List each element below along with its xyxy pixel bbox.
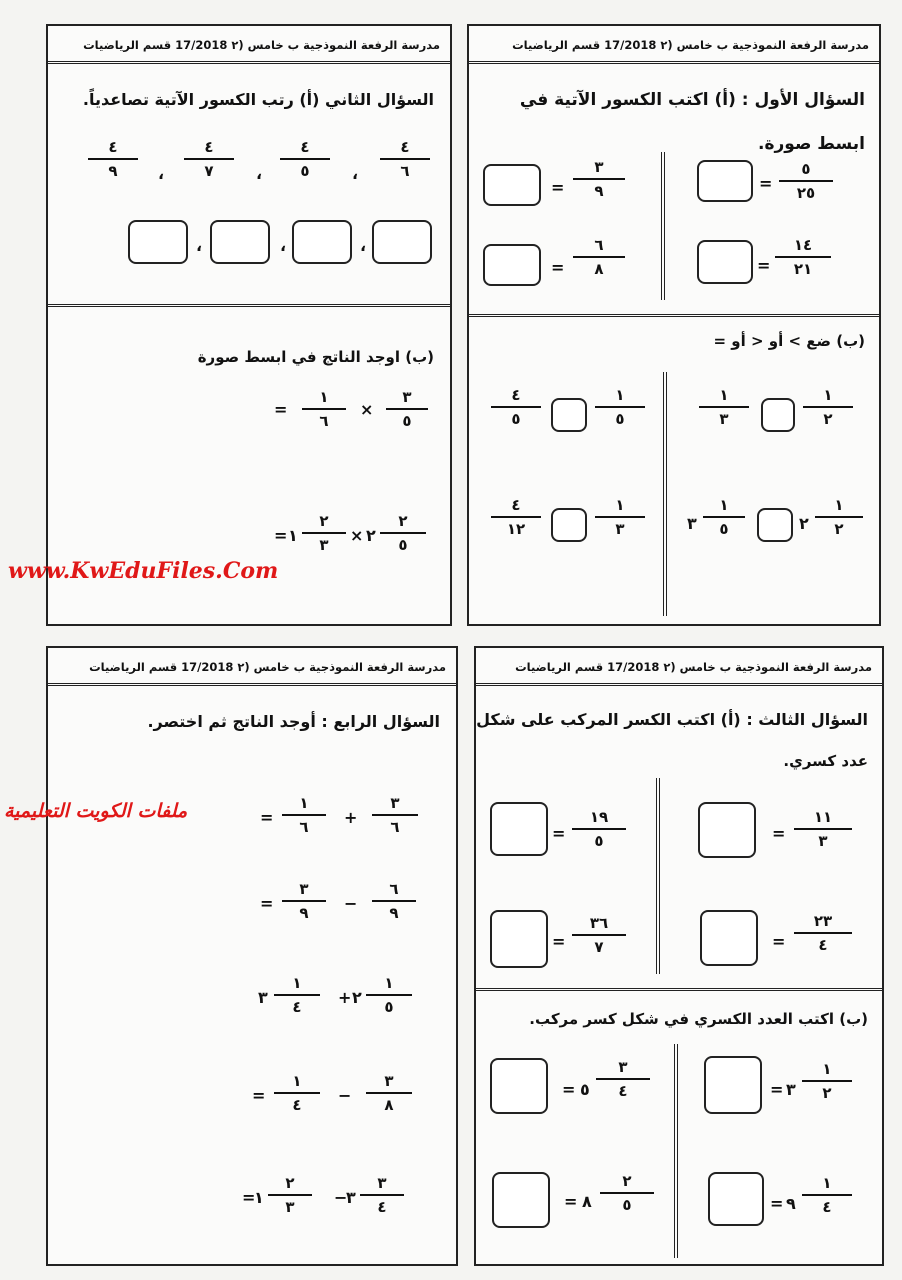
fraction: ١ ٣ — [699, 386, 749, 428]
fraction: ١ ٤ — [802, 1174, 852, 1216]
whole-number: ٥ — [580, 1080, 590, 1099]
sheet-header: مدرسة الرفعة النموذجية ب خامس (٢ 17/2018 قسم الرياضيات — [469, 26, 879, 64]
equals-sign: = — [552, 824, 566, 843]
fraction: ٣ ٩ — [573, 158, 625, 200]
equals-sign: = — [770, 1194, 784, 1213]
whole-number: ٣ — [786, 1080, 796, 1099]
fraction: ٣ ٤ — [360, 1174, 404, 1216]
fraction: ٦ ٩ — [372, 880, 416, 922]
whole-number: ٢ — [366, 526, 376, 545]
watermark-arabic: ملفات الكويت التعليمية — [4, 800, 188, 822]
fraction: ١٩ ٥ — [572, 808, 626, 850]
fraction: ١ ٢ — [802, 1060, 852, 1102]
order-box[interactable] — [128, 220, 188, 264]
equals-sign: = — [757, 256, 771, 275]
fraction: ١٤ ٢١ — [775, 236, 831, 278]
fraction: ٦ ٨ — [573, 236, 625, 278]
section-divider — [48, 304, 450, 307]
equals-sign: = — [274, 400, 288, 419]
fraction: ٣ ٨ — [366, 1072, 412, 1114]
answer-box[interactable] — [490, 802, 548, 856]
equals-sign: = — [551, 178, 565, 197]
q3-title-line2: عدد كسري. — [783, 752, 868, 770]
fraction: ١١ ٣ — [794, 808, 852, 850]
equals-sign: = — [242, 1188, 256, 1207]
answer-box[interactable] — [483, 244, 541, 286]
answer-box[interactable] — [490, 1058, 548, 1114]
whole-number: ٣ — [687, 514, 697, 533]
whole-number: ١ — [288, 526, 298, 545]
sheet-header: مدرسة الرفعة النموذجية ب خامس (٢ 17/2018 قسم الرياضيات — [48, 26, 450, 64]
worksheet-q3 — [474, 646, 884, 1266]
divider-vertical — [674, 1044, 678, 1258]
fraction: ٣ ٦ — [372, 794, 418, 836]
fraction: ٢ ٣ — [302, 512, 346, 554]
whole-number: ١ — [254, 1188, 264, 1207]
equals-sign: = — [551, 258, 565, 277]
fraction: ٤ ٦ — [380, 138, 430, 180]
sheet-header: مدرسة الرفعة النموذجية ب خامس (٢ 17/2018 قسم الرياضيات — [476, 648, 882, 686]
fraction: ٥ ٢٥ — [779, 160, 833, 202]
whole-number: ٨ — [582, 1192, 592, 1211]
fraction: ١ ٥ — [595, 386, 645, 428]
answer-box[interactable] — [708, 1172, 764, 1226]
equals-sign: = — [552, 932, 566, 951]
q2-title: السؤال الثاني (أ) رتب الكسور الآتية تصاعدياً. — [82, 90, 434, 109]
fraction: ٢ ٥ — [600, 1172, 654, 1214]
q1-title-line1: السؤال الأول : (أ) اكتب الكسور الآتية في — [519, 90, 865, 110]
equals-sign: = — [562, 1080, 576, 1099]
answer-box[interactable] — [490, 910, 548, 968]
minus-sign: − — [338, 1086, 352, 1105]
whole-number: ٣ — [258, 988, 268, 1007]
divider-vertical — [656, 778, 660, 974]
answer-box[interactable] — [698, 802, 756, 858]
equals-sign: = — [260, 894, 274, 913]
worksheet-q2 — [46, 24, 452, 626]
fraction: ٢ ٥ — [380, 512, 426, 554]
fraction: ٤ ١٢ — [491, 496, 541, 538]
comma: ، — [352, 164, 359, 183]
whole-number: ٩ — [786, 1194, 796, 1213]
minus-sign: − — [334, 1188, 348, 1207]
equals-sign: = — [759, 174, 773, 193]
minus-sign: − — [344, 894, 358, 913]
fraction: ٣ ٥ — [386, 388, 428, 430]
fraction: ٤ ٥ — [491, 386, 541, 428]
plus-sign: + — [344, 808, 358, 827]
fraction: ١ ٢ — [803, 386, 853, 428]
fraction: ٣ ٤ — [596, 1058, 650, 1100]
section-divider — [469, 314, 879, 317]
equals-sign: = — [772, 932, 786, 951]
fraction: ٤ ٩ — [88, 138, 138, 180]
comma: ، — [256, 164, 263, 183]
answer-box[interactable] — [697, 240, 753, 284]
answer-box[interactable] — [700, 910, 758, 966]
answer-box[interactable] — [697, 160, 753, 202]
sheet-header: مدرسة الرفعة النموذجية ب خامس (٢ 17/2018 قسم الرياضيات — [48, 648, 456, 686]
divider-vertical — [661, 152, 665, 300]
order-box[interactable] — [292, 220, 352, 264]
fraction: ١ ٤ — [274, 1072, 320, 1114]
fraction: ٢٣ ٤ — [794, 912, 852, 954]
q3-title-line1: السؤال الثالث : (أ) اكتب الكسر المركب على شكل — [476, 710, 868, 729]
equals-sign: = — [252, 1086, 266, 1105]
fraction: ١ ٤ — [274, 974, 320, 1016]
q2-b-title: (ب) اوجد الناتج في ابسط صورة — [197, 348, 434, 366]
comma: ، — [280, 236, 287, 255]
answer-box[interactable] — [483, 164, 541, 206]
divider-vertical — [663, 372, 667, 616]
multiply-sign: × — [360, 400, 374, 419]
fraction: ١ ٣ — [595, 496, 645, 538]
compare-box[interactable] — [757, 508, 793, 542]
multiply-sign: × — [350, 526, 364, 545]
fraction: ٤ ٧ — [184, 138, 234, 180]
q1-title-line2: ابسط صورة. — [758, 134, 865, 154]
plus-sign: + — [338, 988, 352, 1007]
fraction: ١ ٥ — [703, 496, 745, 538]
compare-box[interactable] — [761, 398, 795, 432]
fraction: ٢ ٣ — [268, 1174, 312, 1216]
fraction: ٣ ٩ — [282, 880, 326, 922]
comma: ، — [196, 236, 203, 255]
whole-number: ٢ — [352, 988, 362, 1007]
fraction: ٤ ٥ — [280, 138, 330, 180]
fraction: ١ ٦ — [282, 794, 326, 836]
worksheet-q1 — [467, 24, 881, 626]
q3-b-title: (ب) اكتب العدد الكسري في شكل كسر مركب. — [529, 1010, 868, 1028]
q4-title: السؤال الرابع : أوجد الناتج ثم اختصر. — [147, 712, 440, 731]
fraction: ٣٦ ٧ — [572, 914, 626, 956]
fraction: ١ ٥ — [366, 974, 412, 1016]
fraction: ١ ٢ — [815, 496, 863, 538]
whole-number: ٣ — [346, 1188, 356, 1207]
comma: ، — [360, 236, 367, 255]
comma: ، — [158, 164, 165, 183]
equals-sign: = — [772, 824, 786, 843]
section-divider — [476, 988, 882, 991]
compare-box[interactable] — [551, 508, 587, 542]
q1-b-title: (ب) ضع > أو < أو = — [713, 332, 865, 350]
whole-number: ٢ — [799, 514, 809, 533]
equals-sign: = — [770, 1080, 784, 1099]
compare-box[interactable] — [551, 398, 587, 432]
order-box[interactable] — [210, 220, 270, 264]
order-box[interactable] — [372, 220, 432, 264]
fraction: ١ ٦ — [302, 388, 346, 430]
answer-box[interactable] — [704, 1056, 762, 1114]
watermark-url: www.KwEduFiles.Com — [8, 558, 279, 584]
equals-sign: = — [564, 1192, 578, 1211]
equals-sign: = — [260, 808, 274, 827]
answer-box[interactable] — [492, 1172, 550, 1228]
equals-sign: = — [274, 526, 288, 545]
worksheet-q4 — [46, 646, 458, 1266]
